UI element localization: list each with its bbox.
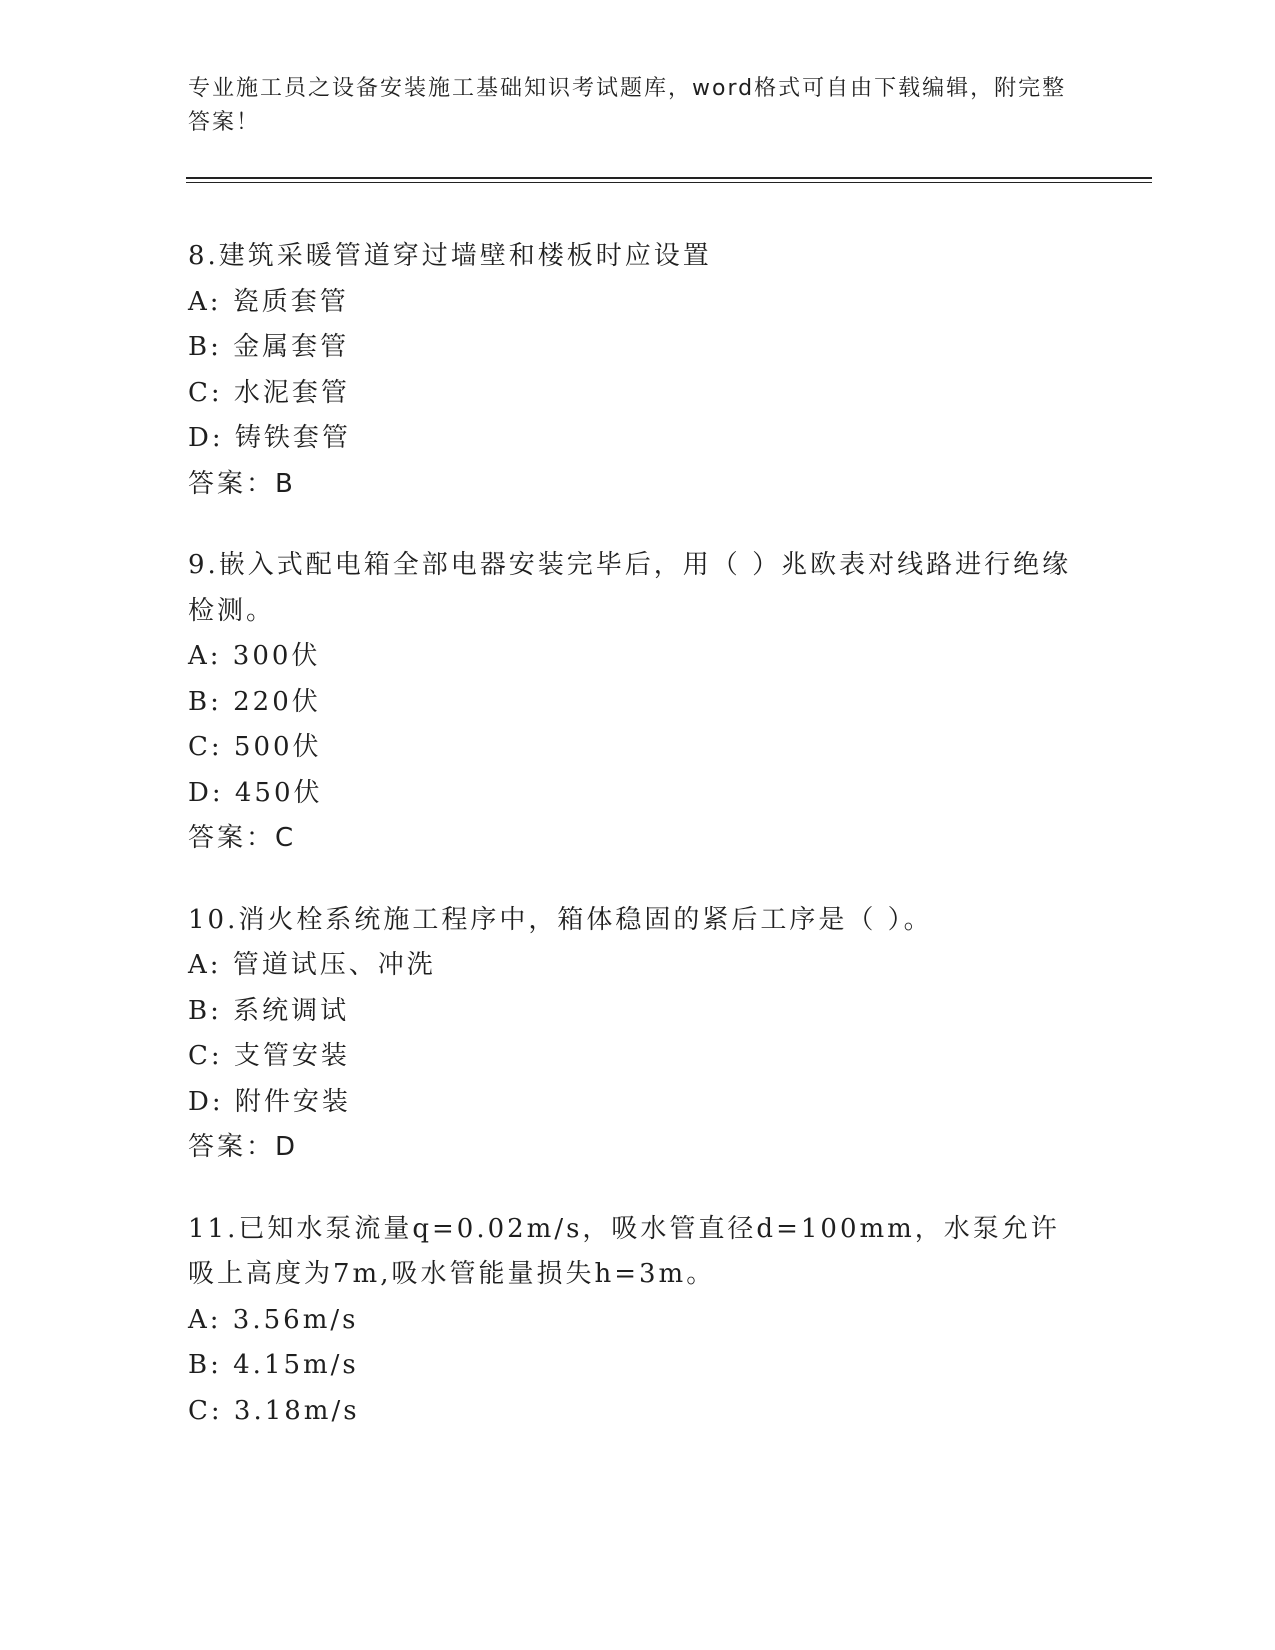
- option-a: A: 300伏: [188, 641, 321, 671]
- question-stem: 11.已知水泵流量q=0.02m/s，吸水管直径d=100mm，水泵允许吸上高度为7m,吸水管能量损失h=3m。: [188, 1213, 1060, 1289]
- option-b: B: 220伏: [188, 686, 321, 717]
- question-10: [188, 898, 1088, 1171]
- document-header: 专业施工员之设备安装施工基础知识考试题库，word格式可自由下载编辑，附完整答案！: [188, 76, 1067, 135]
- answer-line: 答案：B: [188, 468, 296, 499]
- option-b: B: 系统调试: [188, 995, 350, 1026]
- question-stem: 8.建筑采暖管道穿过墙壁和楼板时应设置: [188, 241, 712, 271]
- question-stem: 10.消火栓系统施工程序中，箱体稳固的紧后工序是（ ）。: [188, 904, 933, 935]
- option-b: B: 4.15m/s: [188, 1350, 359, 1380]
- option-a: A: 瓷质套管: [188, 286, 349, 317]
- option-c: C: 3.18m/s: [188, 1395, 360, 1426]
- option-d: D: 铸铁套管: [188, 423, 351, 453]
- question-list: [188, 234, 1088, 1470]
- header-divider-thin: [186, 182, 1152, 183]
- option-c: C: 水泥套管: [188, 377, 350, 408]
- question-11: [188, 1207, 1088, 1435]
- header-divider-thick: [186, 177, 1152, 179]
- question-stem: 9.嵌入式配电箱全部电器安装完毕后，用（ ）兆欧表对线路进行绝缘检测。: [188, 550, 1072, 626]
- option-d: D: 450伏: [188, 777, 323, 808]
- option-b: B: 金属套管: [188, 332, 350, 362]
- option-c: C: 支管安装: [188, 1041, 350, 1071]
- question-8: [188, 234, 1088, 507]
- option-a: A: 管道试压、冲洗: [188, 950, 436, 980]
- option-c: C: 500伏: [188, 732, 322, 762]
- answer-line: 答案：D: [188, 1132, 299, 1162]
- answer-line: 答案：C: [188, 823, 297, 853]
- option-d: D: 附件安装: [188, 1086, 351, 1117]
- option-a: A: 3.56m/s: [188, 1304, 359, 1335]
- question-9: [188, 543, 1088, 862]
